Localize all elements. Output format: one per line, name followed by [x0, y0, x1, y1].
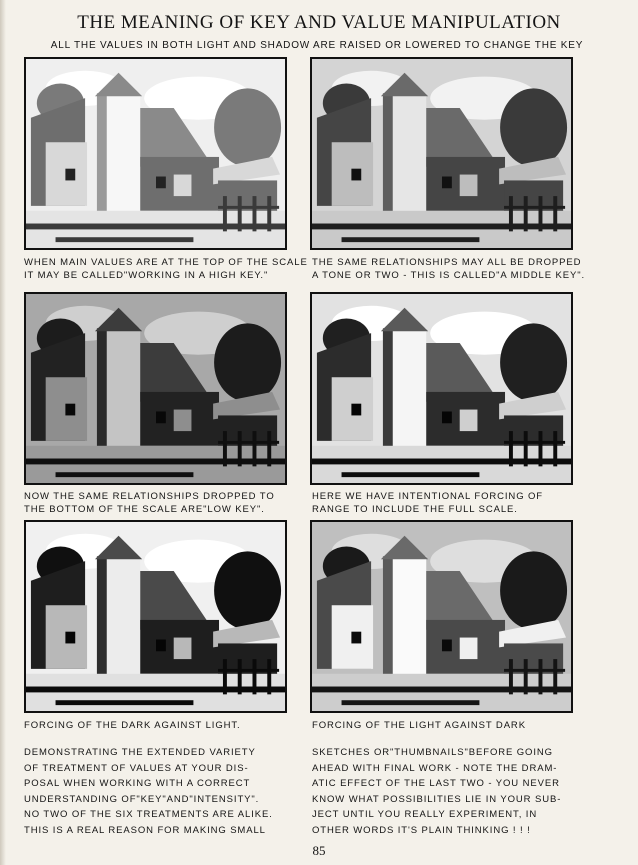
book-spine-shadow — [0, 0, 6, 865]
silo-shadow — [383, 328, 393, 450]
body-line: KNOW WHAT POSSIBILITIES LIE IN YOUR SUB- — [312, 793, 562, 805]
illustration-dark-against-light — [24, 520, 287, 713]
illustration-light-against-dark — [310, 520, 573, 713]
tree — [214, 551, 281, 629]
fence-post — [223, 196, 227, 231]
page-number: 85 — [312, 843, 326, 858]
body-line: JECT UNTIL YOU REALLY EXPERIMENT, IN — [312, 809, 538, 820]
body-text-right — [312, 745, 561, 838]
tree — [214, 323, 281, 401]
ground-shadow — [26, 224, 285, 230]
ground — [312, 446, 571, 483]
caption-line: RANGE TO INCLUDE THE FULL SCALE. — [312, 504, 518, 515]
ground-shadow — [312, 224, 571, 230]
barn-door — [174, 175, 192, 197]
barn-door — [174, 410, 192, 432]
caption-dark-against-light — [24, 719, 241, 732]
silo-shadow — [383, 556, 393, 678]
window — [65, 169, 75, 181]
body-line: OF TREATMENT OF VALUES AT YOUR DIS- — [24, 762, 249, 774]
window — [156, 640, 166, 652]
illustration-middle-key — [310, 57, 573, 250]
fence-post — [267, 659, 271, 694]
silo-shadow — [383, 93, 393, 215]
fence-rail — [218, 669, 279, 672]
farm-painting-dark-against-light — [26, 522, 285, 711]
fence-post — [253, 196, 257, 231]
fence-post — [267, 431, 271, 466]
barn-door — [174, 638, 192, 660]
window — [65, 632, 75, 644]
farm-painting-middle-key — [312, 59, 571, 248]
caption-line: WHEN MAIN VALUES ARE AT THE TOP OF THE SCALE — [24, 257, 308, 268]
window — [442, 640, 452, 652]
caption-line: IT MAY BE CALLED"WORKING IN A HIGH KEY." — [24, 270, 269, 281]
caption-line: A TONE OR TWO - THIS IS CALLED"A MIDDLE KEY". — [312, 270, 586, 281]
illustration-high-key — [24, 57, 287, 250]
caption-middle-key — [312, 256, 585, 282]
fence-rail — [218, 441, 279, 444]
farm-painting-high-key — [26, 59, 285, 248]
fence-post — [553, 196, 557, 231]
body-line: UNDERSTANDING OF"KEY"AND"INTENSITY". — [24, 793, 260, 805]
caption-full-scale — [312, 490, 543, 516]
farm-painting-light-against-dark — [312, 522, 571, 711]
fence-post — [509, 431, 513, 466]
caption-light-against-dark — [312, 719, 526, 732]
silo-shadow — [97, 328, 107, 450]
ground-shadow — [56, 700, 194, 705]
fence-post — [238, 196, 242, 231]
caption-line: FORCING OF THE LIGHT AGAINST DARK — [312, 720, 526, 731]
tree — [500, 323, 567, 401]
caption-line: THE BOTTOM OF THE SCALE ARE"LOW KEY". — [24, 504, 265, 515]
fence-post — [539, 659, 543, 694]
ground — [26, 446, 285, 483]
body-line: DEMONSTRATING THE EXTENDED VARIETY — [24, 747, 256, 758]
caption-line: FORCING OF THE DARK AGAINST LIGHT. — [24, 720, 241, 731]
ground-shadow — [342, 700, 480, 705]
window — [156, 177, 166, 189]
window — [351, 632, 361, 644]
fence-post — [253, 431, 257, 466]
farm-painting-low-key — [26, 294, 285, 483]
fence-post — [238, 659, 242, 694]
body-line: POSAL WHEN WORKING WITH A CORRECT — [24, 778, 251, 789]
fence-rail — [504, 441, 565, 444]
ground-shadow — [342, 237, 480, 242]
farm-painting-full-scale — [312, 294, 571, 483]
caption-line: HERE WE HAVE INTENTIONAL FORCING OF — [312, 491, 544, 502]
ground-shadow — [26, 459, 285, 465]
page-subtitle: ALL THE VALUES IN BOTH LIGHT AND SHADOW ARE RAISED OR LOWERED TO CHANGE THE KEY — [50, 40, 584, 51]
window — [442, 412, 452, 424]
caption-high-key — [24, 256, 308, 282]
ground — [312, 674, 571, 711]
barn-door — [460, 410, 478, 432]
ground-shadow — [342, 472, 480, 477]
fence-post — [238, 431, 242, 466]
ground-shadow — [56, 237, 194, 242]
body-text-left — [24, 745, 273, 838]
fence-rail — [504, 206, 565, 209]
ground-shadow — [56, 472, 194, 477]
fence-post — [509, 196, 513, 231]
fence-post — [524, 659, 528, 694]
fence-post — [539, 431, 543, 466]
window — [156, 412, 166, 424]
body-line: OTHER WORDS IT'S PLAIN THINKING ! ! ! — [312, 824, 531, 836]
illustration-low-key — [24, 292, 287, 485]
ground-shadow — [312, 459, 571, 465]
body-line: ATIC EFFECT OF THE LAST TWO - YOU NEVER — [312, 778, 560, 789]
fence-post — [223, 659, 227, 694]
window — [65, 404, 75, 416]
window — [442, 177, 452, 189]
fence-rail — [504, 669, 565, 672]
caption-low-key — [24, 490, 275, 516]
window — [351, 404, 361, 416]
barn-door — [460, 638, 478, 660]
ground — [26, 674, 285, 711]
ground-shadow — [312, 687, 571, 693]
fence-post — [553, 659, 557, 694]
tree — [214, 88, 281, 166]
barn-door — [460, 175, 478, 197]
fence-post — [553, 431, 557, 466]
illustration-full-scale — [310, 292, 573, 485]
fence-post — [267, 196, 271, 231]
tree — [500, 88, 567, 166]
silo-shadow — [97, 556, 107, 678]
fence-post — [509, 659, 513, 694]
ground-shadow — [26, 687, 285, 693]
caption-line: NOW THE SAME RELATIONSHIPS DROPPED TO — [24, 491, 275, 502]
window — [351, 169, 361, 181]
body-line: NO TWO OF THE SIX TREATMENTS ARE ALIKE. — [24, 809, 273, 820]
fence-post — [524, 431, 528, 466]
body-line: AHEAD WITH FINAL WORK - NOTE THE DRAM- — [312, 762, 558, 774]
body-line: THIS IS A REAL REASON FOR MAKING SMALL — [24, 824, 266, 836]
body-line: SKETCHES OR"THUMBNAILS"BEFORE GOING — [312, 747, 553, 758]
page-title: THE MEANING OF KEY AND VALUE MANIPULATION — [77, 12, 561, 33]
fence-post — [524, 196, 528, 231]
fence-rail — [218, 206, 279, 209]
tree — [500, 551, 567, 629]
caption-line: THE SAME RELATIONSHIPS MAY ALL BE DROPPED — [312, 257, 582, 268]
fence-post — [253, 659, 257, 694]
fence-post — [539, 196, 543, 231]
silo-shadow — [97, 93, 107, 215]
fence-post — [223, 431, 227, 466]
